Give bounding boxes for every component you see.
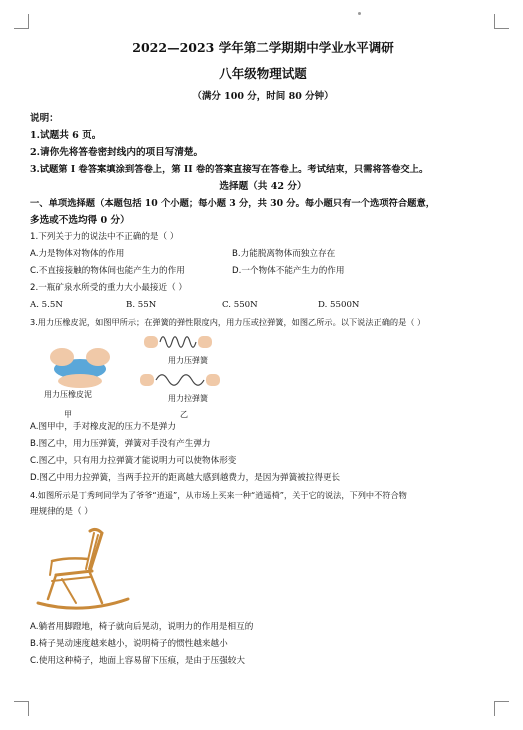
spring-press-caption: 用力压弹簧 — [168, 356, 208, 365]
q4-stem-line2: 理规律的是（ ） — [30, 507, 93, 517]
q1-option-a: A.力是物体对物体的作用 — [30, 249, 125, 259]
exam-note: （满分 100 分，时间 80 分钟） — [192, 91, 334, 102]
part-heading-line2: 多选或不选均得 0 分） — [30, 215, 130, 226]
q3-stem: 3.用力压橡皮泥，如图甲所示；在弹簧的弹性限度内，用力压或拉弹簧，如图乙所示。以下说法正确的是（ ） — [30, 317, 426, 327]
crop-mark-top-left — [14, 14, 29, 29]
instruction-item: 2.请你先将答卷密封线内的项目写清楚。 — [30, 147, 204, 158]
q4-option-b: B.椅子晃动速度越来越小，说明椅子的惯性越来越小 — [30, 639, 228, 649]
instructions-heading: 说明： — [30, 113, 59, 124]
exam-title: 2022—2023 学年第二学期期中学业水平调研 — [132, 40, 394, 55]
section-title: 选择题（共 42 分） — [219, 181, 307, 192]
q3-option-d: D.图乙中用力拉弹簧，当两手拉开的距离越大感到越费力，是因为弹簧被拉得更长 — [30, 473, 341, 483]
q1-option-d: D.一个物体不能产生力的作用 — [232, 266, 345, 276]
crop-mark-bottom-right — [494, 701, 509, 716]
q1-option-c: C.不直接接触的物体间也能产生力的作用 — [30, 266, 185, 276]
q1-option-b: B.力能脱离物体而独立存在 — [232, 249, 336, 259]
q2-option-b: B. 55N — [126, 300, 157, 310]
q4-figure — [30, 521, 496, 619]
rocking-chair-illustration — [32, 523, 132, 615]
figure-jia-label: 甲 — [64, 410, 72, 419]
q2-option-d: D. 5500N — [318, 300, 360, 310]
exam-subtitle: 八年级物理试题 — [219, 66, 307, 81]
q1-options-row2 — [30, 263, 496, 280]
putty-caption: 用力压橡皮泥 — [44, 390, 92, 399]
q4-option-a: A.躺者用脚蹬地，椅子就向后晃动，说明力的作用是相互的 — [30, 622, 254, 632]
figure-yi-label: 乙 — [180, 410, 188, 419]
q1-stem: 1.下列关于力的说法中不正确的是（ ） — [30, 232, 179, 242]
q2-option-a: A. 5.5N — [30, 300, 63, 310]
spring-pull-illustration — [140, 369, 220, 391]
speck — [358, 12, 361, 15]
q4-option-c: C.使用这种椅子，地面上容易留下压痕，是由于压强较大 — [30, 656, 245, 666]
q3-option-c: C.图乙中，只有用力拉弹簧才能说明力可以使物体形变 — [30, 456, 237, 466]
crop-mark-bottom-left — [14, 701, 29, 716]
q3-option-b: B.图乙中，用力压弹簧，弹簧对手没有产生弹力 — [30, 439, 211, 449]
q3-figure — [30, 331, 496, 419]
q1-options-row1 — [30, 246, 496, 263]
q3-option-a: A.图甲中，手对橡皮泥的压力不是弹力 — [30, 422, 176, 432]
q4-stem-line1: 4.如图所示是丁秀珂同学为了爷爷“逍遥”，从市场上买来一种“逍遥椅”，关于它的说法，下列中不符合物 — [30, 490, 407, 500]
spring-press-illustration — [142, 331, 214, 353]
exam-page — [30, 38, 496, 670]
q2-options — [30, 297, 496, 314]
putty-illustration — [40, 335, 120, 391]
instruction-item: 3.试题第 I 卷答案填涂到答卷上，第 II 卷的答案直接写在答卷上。考试结束，只需将答卷交上。 — [30, 164, 429, 175]
instruction-item: 1.试题共 6 页。 — [30, 130, 102, 141]
crop-mark-top-right — [494, 14, 509, 29]
q2-option-c: C. 550N — [222, 300, 258, 310]
q2-stem: 2.一瓶矿泉水所受的重力大小最接近（ ） — [30, 283, 188, 293]
spring-pull-caption: 用力拉弹簧 — [168, 394, 208, 403]
part-heading-line1: 一、单项选择题（本题包括 10 个小题；每小题 3 分，共 30 分。每小题只有一个选项符合题意， — [30, 198, 436, 209]
